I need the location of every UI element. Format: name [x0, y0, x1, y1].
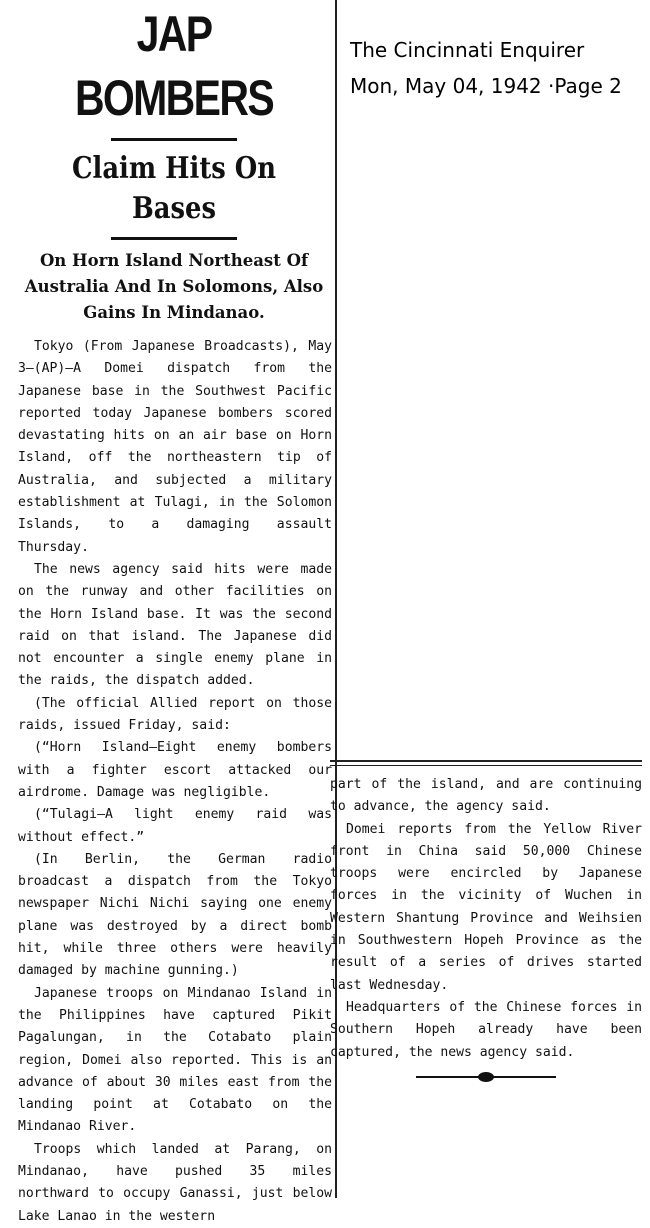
- publication-date-page: Mon, May 04, 1942 ·Page 2: [350, 74, 622, 98]
- paragraph: (The official Allied report on those raids, issued Friday, said:: [18, 695, 332, 734]
- deck: On Horn Island Northeast Of Australia And In Solomons, Also Gains In Mindanao.: [24, 251, 324, 322]
- headline-divider: [111, 138, 237, 141]
- subheadline: Claim Hits On Bases: [72, 151, 276, 226]
- article-body-left: [14, 336, 334, 1228]
- column-top-rule: [330, 760, 642, 766]
- paragraph: (“Tulagi—A light enemy raid was without effect.”: [18, 807, 332, 845]
- source-attribution: [350, 32, 645, 104]
- paragraph: (In Berlin, the German radio broadcast a dispatch from the Tokyo newspaper Nichi Nichi saying one enemy plane was destroyed by a direct bomb hit, while three others were heavily damaged by machine gunning.): [18, 851, 332, 979]
- paragraph: Tokyo (From Japanese Broadcasts), May 3—(AP)—A Domei dispatch from the Japanese base in the Southwest Pacific reported today Japanese bombers scored devastating hits on an air base on Horn Island, off the northeastern tip of Australia, and subjected a military establishment at Tulagi, in the Solomon Islands, to a damaging assault Thursday.: [18, 339, 332, 555]
- subheadline-divider: [111, 237, 237, 240]
- paragraph: Headquarters of the Chinese forces in Southern Hopeh already have been captured, the news agency said.: [330, 999, 642, 1060]
- paragraph: Domei reports from the Yellow River front in China said 50,000 Chinese troops were encircled by Japanese forces in the vicinity of Wuchen in Western Shantung Province and Weihsien in Southwestern Hopeh Province as the result of a series of drives started last Wednesday.: [330, 821, 642, 993]
- paragraph: Japanese troops on Mindanao Island in the Philippines have captured Pikit Pagalungan, in the Cotabato plain region, Domei also reported. This is an advance of about 30 miles east from the landing point at Cotabato on the Mindanao River.: [18, 985, 332, 1135]
- right-column: [330, 760, 642, 1082]
- paragraph: The news agency said hits were made on the runway and other facilities on the Horn Island base. It was the second raid on that island. The Japanese did not encounter a single enemy plane in the raids, the dispatch added.: [18, 561, 332, 689]
- newspaper-name: The Cincinnati Enquirer: [350, 38, 585, 62]
- end-ornament: [416, 1072, 556, 1082]
- left-column: [14, 0, 334, 1224]
- paragraph: Troops which landed at Parang, on Mindanao, have pushed 35 miles northward to occupy Ganassi, just below Lake Lanao in the western: [18, 1141, 332, 1224]
- article-body-right: [330, 774, 642, 1064]
- headline: JAP BOMBERS: [74, 6, 274, 126]
- paragraph: (“Horn Island—Eight enemy bombers with a fighter escort attacked our airdrome. Damage was negligible.: [18, 740, 332, 800]
- paragraph: part of the island, and are continuing to advance, the agency said.: [330, 777, 642, 815]
